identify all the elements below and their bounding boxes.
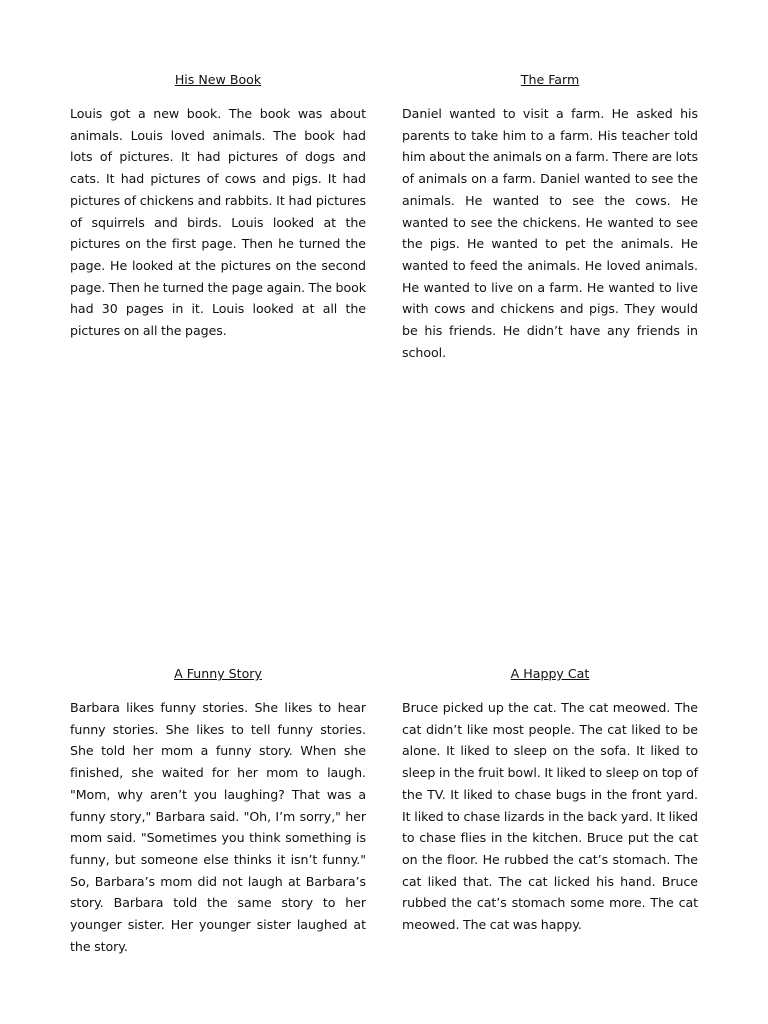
story-the-farm — [402, 72, 698, 363]
story-a-happy-cat — [402, 666, 698, 936]
story-body: Bruce picked up the cat. The cat meowed. The cat didn’t like most people. The cat liked to be alone. It liked to sleep on the sofa. It liked to sleep in the fruit bowl. It liked to sleep on top of the TV. It liked to chase bugs in the front yard. It liked to chase lizards in the back yard. It liked to chase flies in the kitchen. Bruce put the cat on the floor. He rubbed the cat’s stomach. The cat liked that. The cat licked his hand. Bruce rubbed the cat’s stomach some more. The cat meowed. The cat was happy. — [402, 700, 698, 933]
story-his-new-book — [70, 72, 366, 342]
story-body: Barbara likes funny stories. She likes to hear funny stories. She likes to tell funny stories. She told her mom a funny story. When she finished, she waited for her mom to laugh. "Mom, why aren’t you laughing? That was a funny story," Barbara said. "Oh, I’m sorry," her mom said. "Sometimes you think something is funny, but someone else thinks it isn’t funny." So, Barbara’s mom did not laugh at Barbara’s story. Barbara told the same story to her younger sister. Her younger sister laughed at the story. — [70, 700, 366, 954]
story-body: Louis got a new book. The book was about animals. Louis loved animals. The book had lots of pictures. It had pictures of dogs and cats. It had pictures of cows and pigs. It had pictures of chickens and rabbits. It had pictures of squirrels and birds. Louis looked at the pictures on the first page. Then he turned the page. He looked at the pictures on the second page. Then he turned the page again. The book had 30 pages in it. Louis looked at all the pictures on all the pages. — [70, 106, 366, 339]
story-title: His New Book — [174, 72, 262, 87]
story-body: Daniel wanted to visit a farm. He asked his parents to take him to a farm. His teacher told him about the animals on a farm. There are lots of animals on a farm. Daniel wanted to see the animals. He wanted to see the cows. He wanted to see the chickens. He wanted to see the pigs. He wanted to pet the animals. He wanted to feed the animals. He loved animals. He wanted to live on a farm. He wanted to live with cows and chickens and pigs. They would be his friends. He didn’t have any friends in school. — [402, 106, 698, 360]
story-title: The Farm — [520, 72, 580, 87]
story-title: A Happy Cat — [510, 666, 590, 681]
story-a-funny-story — [70, 666, 366, 957]
story-title: A Funny Story — [174, 666, 262, 681]
